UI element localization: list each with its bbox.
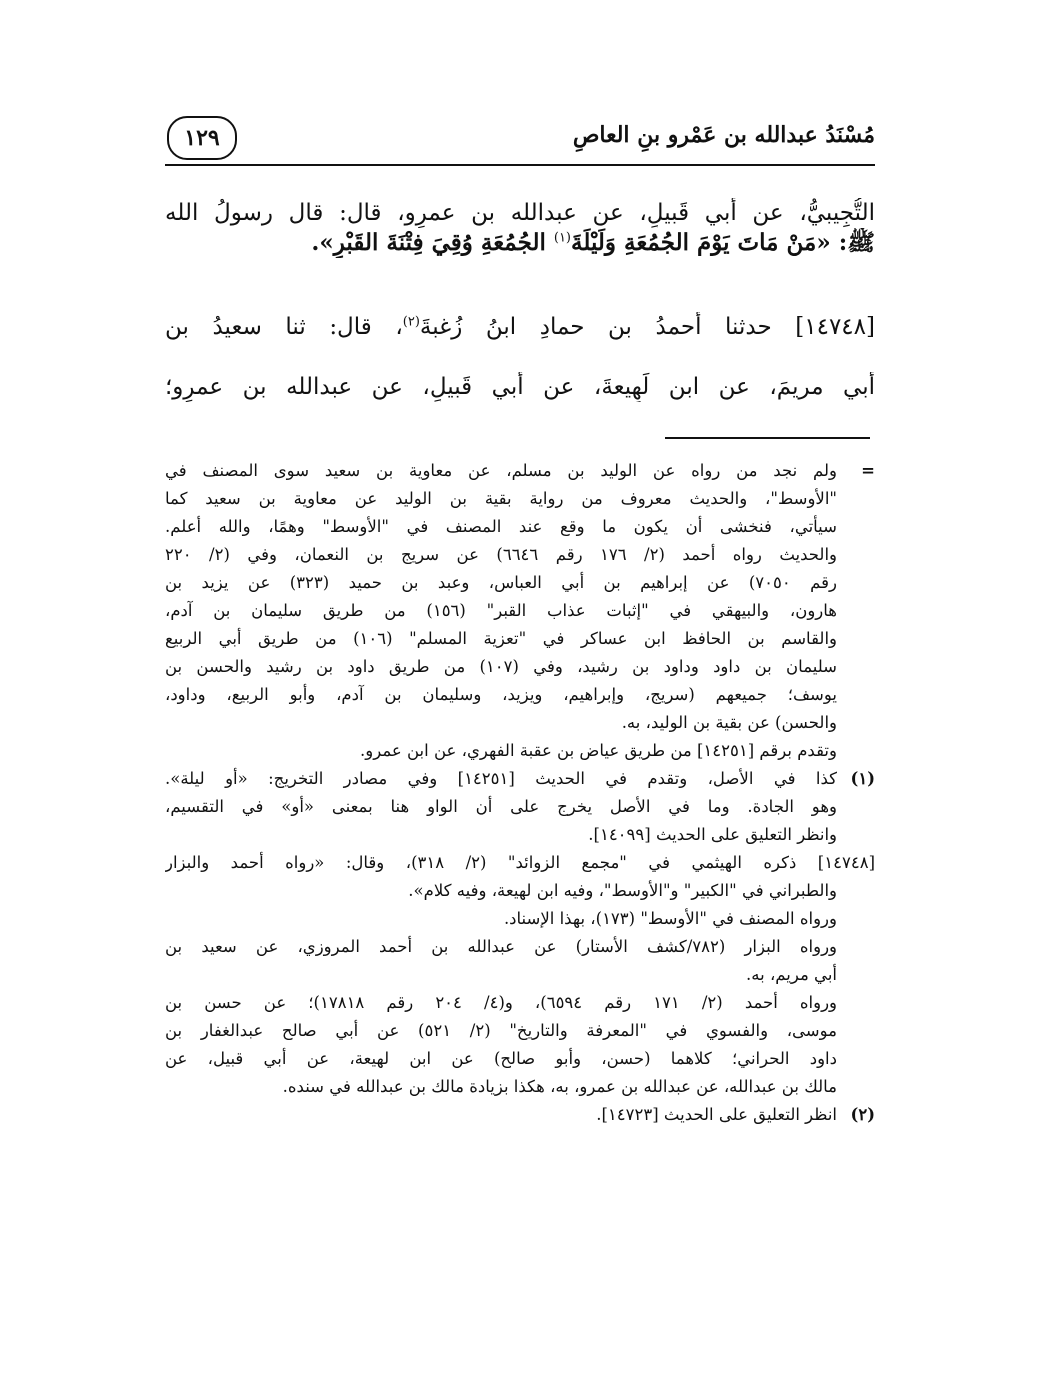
footnote-line: والقاسم بن الحافظ ابن عساكر في "تعزية المسلم" (١٠٦) من طريق أبي الربيع [165, 629, 837, 648]
footnote-line: داود الحراني؛ كلاهما (حسن، وأبو صالح) عن ابن لهيعة، عن أبي قبيل، عن [165, 1049, 837, 1068]
main-line [165, 312, 875, 342]
footnote-continuation [165, 457, 875, 765]
main-line-part: [١٤٧٤٨] حدثنا أحمدُ بن حمادِ ابنُ زُغبةَ [419, 314, 875, 340]
hadith-14748-note [165, 849, 875, 1101]
footnote-1 [165, 765, 875, 849]
continuation-marker: = [861, 461, 875, 480]
main-line-part: ، قال: ثنا سعيدُ بن [165, 314, 403, 340]
footnote-line: هارون، والبيهقي في "إثبات عذاب القبر" (١٥٦) من طريق سليمان بن آدم، [165, 601, 837, 620]
main-text [165, 198, 875, 402]
footnote-line: مالك بن عبدالله، عن عبدالله بن عمرو، به، هكذا بزيادة مالك بن عبدالله في سنده. [282, 1077, 837, 1096]
footnote-line: رقم ٧٠٥٠) عن إبراهيم بن أبي العباس، وعبد بن حميد (٣٢٣) عن يزيد بن [165, 573, 837, 592]
footnote-line: والحديث رواه أحمد (٢/ ١٧٦ رقم ٦٦٤٦) عن سريج بن النعمان، وفي (٢/ ٢٢٠ [165, 545, 837, 564]
footnote-line: "الأوسط"، والحديث معروف من رواية بقية بن الوليد عن معاوية بن سعيد كما [165, 489, 837, 508]
footnote-line: [١٤٧٤٨] ذكره الهيثمي في "مجمع الزوائد" (٢/ ٣١٨)، وقال: «رواه أحمد والبزار [165, 853, 875, 872]
footnote-line: سيأتي، فنخشى أن يكون ما وقع عند المصنف في "الأوسط" وهمًا، والله أعلم. [165, 517, 837, 536]
footnote-line: ورواه البزار (٧٨٢/كشف الأستار) عن عبدالله بن أحمد المروزي، عن سعيد بن [165, 937, 837, 956]
footnote-line: ورواه المصنف في "الأوسط" (١٧٣)، بهذا الإسناد. [503, 909, 837, 928]
footnote-line: وهو الجادة. وما في الأصل يخرج على أن الواو هنا بمعنى «أو» في التقسيم، [165, 797, 837, 816]
footnote-line: والطبراني في "الكبير" و"الأوسط"، وفيه ابن لهيعة، وفيه كلام». [408, 881, 837, 900]
footnote-1-marker: (١) [850, 769, 875, 788]
main-line: التُّجِيبيُّ، عن أبي قَبيلٍ، عن عبدالله بن عمرٍو، قال: قال رسولُ الله [165, 200, 875, 226]
footnotes [165, 457, 875, 1129]
footnote-line: سليمان بن داود وداود بن رشيد، وفي (١٠٧) من طريق داود بن رشيد والحسن بن [165, 657, 837, 676]
footnote-line: وتقدم برقم [١٤٢٥١] من طريق عياض بن عقبة الفهري، عن ابن عمرو. [360, 741, 837, 760]
footnote-line: ولم نجد من رواه عن الوليد بن مسلم، عن معاوية بن سعيد سوى المصنف في [165, 461, 837, 480]
footnote-2 [165, 1101, 875, 1129]
footnote-line: موسى، والفسوي في "المعرفة والتاريخ" (٢/ ٥٢١) عن أبي صالح عبدالغفار بن [165, 1021, 837, 1040]
footnote-ref: (١) [553, 230, 571, 246]
footnote-line: والحسن) عن بقية بن الوليد، به. [621, 713, 837, 732]
footnote-line: يوسف؛ جميعهم (سريج، وإبراهيم، ويزيد، وسليمان بن آدم، وأبو الربيع، وداود، [165, 685, 837, 704]
running-title: مُسْنَدُ عبدالله بن عَمْرو بنِ العاصِ [572, 122, 875, 148]
main-line: أبي مريمَ، عن ابن لَهِيعةَ، عن أبي قَبيلٍ، عن عبدالله بن عمرٍو؛ [165, 374, 875, 400]
hadith-text-part: الجُمُعَةِ وُقِيَ فِتْنَةَ القَبْرِ». [311, 229, 554, 256]
footnote-line: وانظر التعليق على الحديث [١٤٠٩٩]. [588, 825, 837, 844]
footnote-line: أبي مريم، به. [746, 965, 837, 984]
header-divider [165, 164, 875, 166]
footnote-line: ورواه أحمد (٢/ ١٧١ رقم ٦٥٩٤)، و(٤/ ٢٠٤ رقم ١٧٨١٨)؛ عن حسن بن [165, 993, 837, 1012]
footnote-line: كذا في الأصل، وتقدم في الحديث [١٤٢٥١] وفي مصادر التخريج: «أو ليلة». [165, 769, 837, 788]
page-number-badge: ١٢٩ [167, 116, 237, 160]
footnote-line: انظر التعليق على الحديث [١٤٧٢٣]. [596, 1105, 837, 1124]
footnote-ref: (٢) [402, 314, 420, 330]
footnote-2-marker: (٢) [850, 1105, 875, 1124]
footnote-separator [665, 437, 870, 439]
hadith-text-part: ﷺ: «مَنْ مَاتَ يَوْمَ الجُمُعَةِ وَلَيْلَةَ [571, 229, 875, 256]
main-line [165, 228, 875, 258]
page-header [165, 112, 875, 164]
